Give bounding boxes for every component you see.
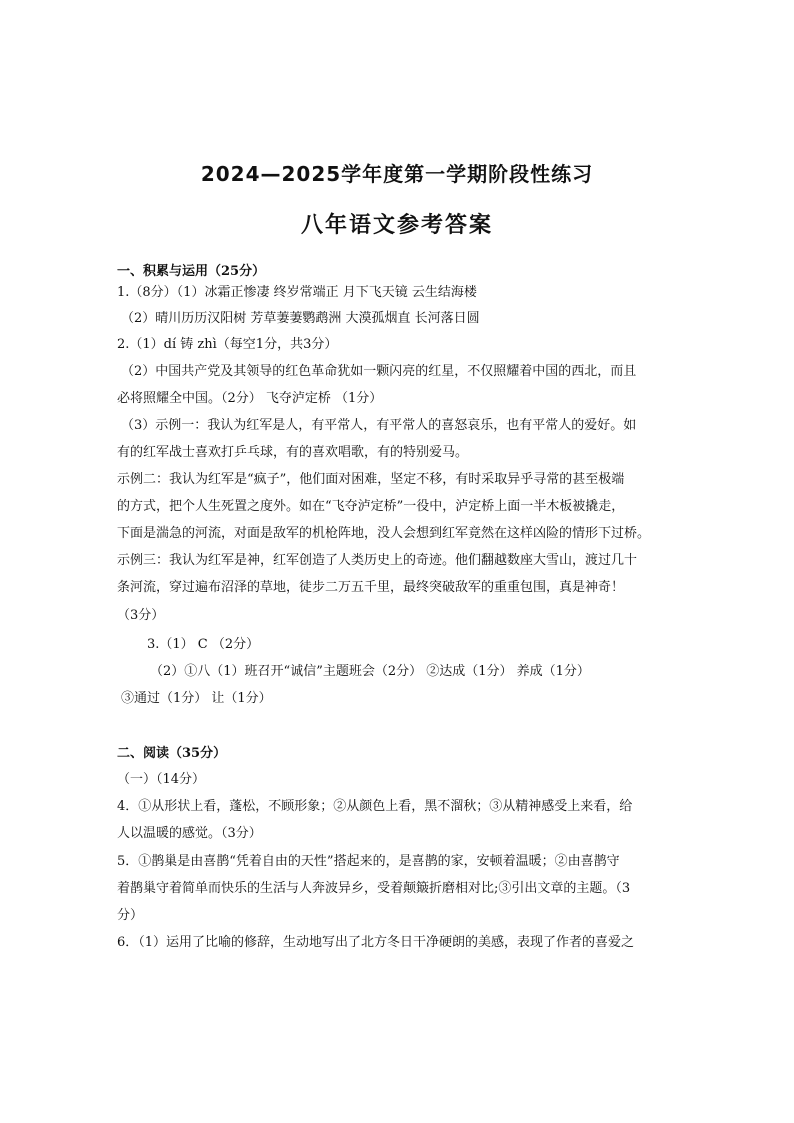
answer-line: 下面是湍急的河流，对面是敌军的机枪阵地，没人会想到红军竟然在这样凶险的情形下过桥。 [117,526,651,541]
answer-line: 条河流，穿过遍布沼泽的草地，徒步二万五千里，最终突破敌军的重重包围，真是神奇！ [117,580,625,595]
answer-line: 的方式，把个人生死置之度外。如在“飞夺泸定桥”一役中，泸定桥上面一半木板被撬走， [117,499,625,514]
document-title: 2024—2025学年度第一学期阶段性练习 [200,162,594,186]
answer-line: 示例二：我认为红军是“疯子”，他们面对困难，坚定不移，有时采取异乎寻常的甚至极端 [117,472,625,487]
answer-line: 5．①鹊巢是由喜鹊“凭着自由的天性”搭起来的，是喜鹊的家，安顿着温暖；②由喜鹊守 [117,854,620,869]
answer-line: （3分） [117,608,165,623]
answer-line: （2）中国共产党及其领导的红色革命犹如一颗闪亮的红星，不仅照耀着中国的西北，而且 [121,364,637,379]
answer-line: 3.（1） C （2分） [147,637,260,652]
answer-line: 分） [117,908,144,923]
answer-line: 6．（1）运用了比喻的修辞，生动地写出了北方冬日干净硬朗的美感，表现了作者的喜爱之 [117,935,635,950]
answer-line: 2.（1）dí 铸 zhì（每空1分，共3分） [117,337,338,352]
answer-line: 有的红军战士喜欢打乒乓球，有的喜欢唱歌，有的特别爱马。 [117,445,469,460]
answer-line: （2）晴川历历汉阳树 芳草萋萋鹦鹉洲 大漠孤烟直 长河落日圆 [121,311,480,326]
answer-line: （2）①八（1）班召开“诚信”主题班会（2分） ②达成（1分） 养成（1分） [150,664,590,679]
answer-line: ③通过（1分） 让（1分） [121,691,272,706]
subsection-heading: （一）（14分） [117,772,206,787]
section-heading-2: 二、阅读（35分） [117,746,227,761]
answer-line: 4．①从形状上看，蓬松，不顾形象；②从颜色上看，黑不溜秋；③从精神感受上来看，给 [117,799,633,814]
answer-line: 着鹊巢守着简单而快乐的生活与人奔波异乡，受着颠簸折磨相对比;③引出文章的主题。（3 [117,881,631,896]
answer-line: 1.（8分）（1）冰霜正惨凄 终岁常端正 月下飞天镜 云生结海楼 [117,285,477,300]
answer-line: 示例三：我认为红军是神，红军创造了人类历史上的奇迹。他们翻越数座大雪山，渡过几十 [117,553,638,568]
answer-line: 必将照耀全中国。（2分） 飞夺泸定桥 （1分） [117,391,383,406]
section-heading-1: 一、积累与运用（25分） [117,264,266,279]
answer-line: （3）示例一：我认为红军是人，有平常人，有平常人的喜怒哀乐，也有平常人的爱好。如 [121,418,637,433]
document-subtitle: 八年语文参考答案 [300,213,493,238]
answer-line: 人以温暖的感觉。（3分） [117,826,262,841]
